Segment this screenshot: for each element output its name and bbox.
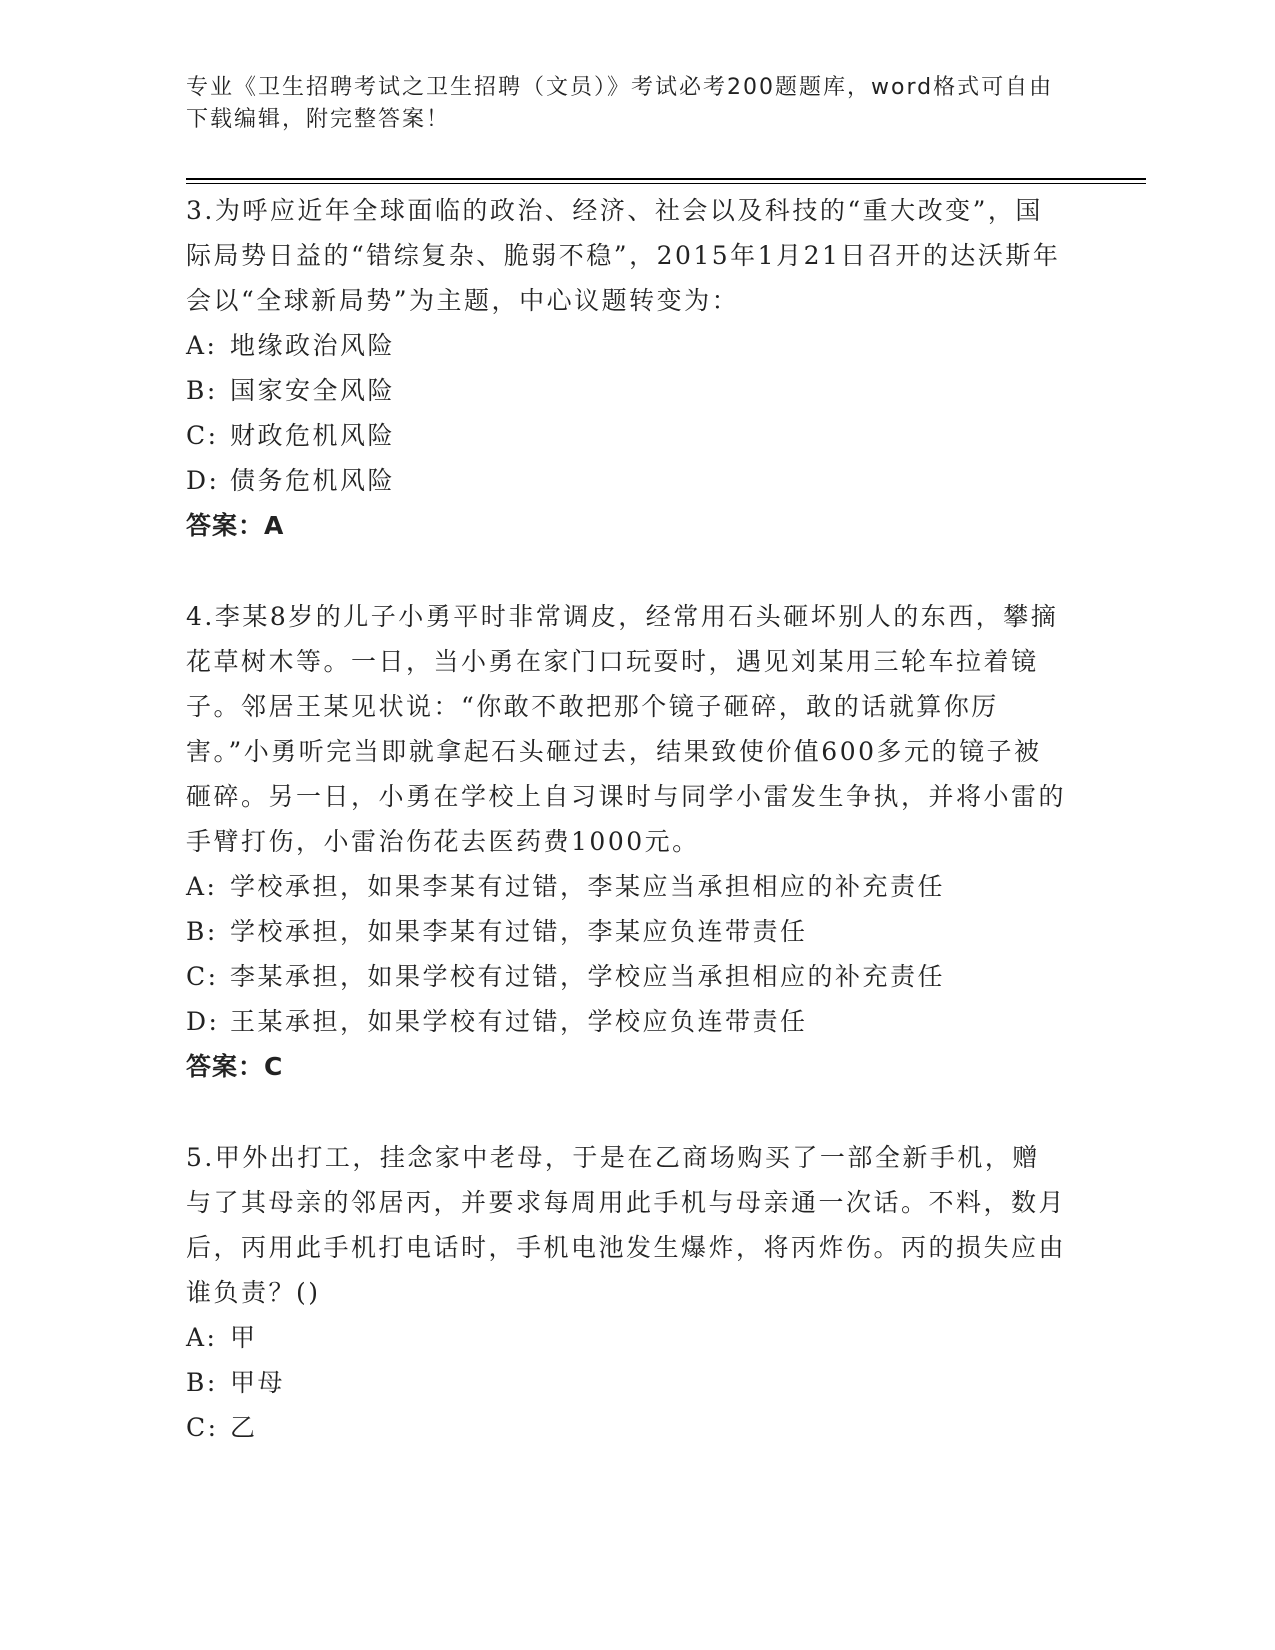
option-list [186, 1315, 1066, 1450]
option-text: 李某承担，如果学校有过错，学校应当承担相应的补充责任 [230, 962, 946, 991]
option-text: 王某承担，如果学校有过错，学校应负连带责任 [230, 1007, 808, 1036]
question-text: 5.甲外出打工，挂念家中老母，于是在乙商场购买了一部全新手机，赠与了其母亲的邻居丙，并要求每周用此手机与母亲通一次话。不料，数月后，丙用此手机打电话时，手机电池发生爆炸，将丙炸伤。丙的损失应由谁负责？() [186, 1143, 1067, 1307]
option-a [186, 1315, 1066, 1360]
option-label: B: [186, 376, 218, 405]
option-c [186, 954, 1066, 999]
option-text: 甲 [230, 1323, 258, 1352]
question-4 [186, 594, 1066, 1089]
option-label: B: [186, 1368, 218, 1397]
option-label: B: [186, 917, 218, 946]
option-text: 学校承担，如果李某有过错，李某应负连带责任 [230, 917, 808, 946]
option-b [186, 368, 1066, 413]
answer-line: 答案：C [186, 1052, 284, 1081]
header-divider-thick [186, 178, 1146, 180]
question-3 [186, 188, 1066, 548]
option-text: 学校承担，如果李某有过错，李某应当承担相应的补充责任 [230, 872, 946, 901]
option-label: D: [186, 466, 220, 495]
header-divider-thin [186, 183, 1146, 184]
option-label: C: [186, 421, 219, 450]
option-label: A: [186, 872, 218, 901]
answer-line: 答案：A [186, 511, 285, 540]
option-label: C: [186, 962, 219, 991]
option-a [186, 323, 1066, 368]
option-label: C: [186, 1413, 219, 1442]
option-text: 地缘政治风险 [230, 331, 396, 360]
option-text: 甲母 [230, 1368, 286, 1397]
option-text: 债务危机风险 [230, 466, 396, 495]
option-text: 财政危机风险 [230, 421, 396, 450]
question-5 [186, 1135, 1066, 1450]
question-text: 4.李某8岁的儿子小勇平时非常调皮，经常用石头砸坏别人的东西，攀摘花草树木等。一日，当小勇在家门口玩耍时，遇见刘某用三轮车拉着镜子。邻居王某见状说：“你敢不敢把那个镜子砸碎，敢的话就算你厉害。”小勇听完当即就拿起石头砸过去，结果致使价值600多元的镜子被砸碎。另一日，小勇在学校上自习课时与同学小雷发生争执，并将小雷的手臂打伤，小雷治伤花去医药费1000元。 [186, 602, 1067, 856]
option-list [186, 864, 1066, 1044]
option-c [186, 1405, 1066, 1450]
option-list [186, 323, 1066, 503]
option-text: 国家安全风险 [230, 376, 396, 405]
option-text: 乙 [230, 1413, 258, 1442]
question-text: 3.为呼应近年全球面临的政治、经济、社会以及科技的“重大改变”，国际局势日益的“错综复杂、脆弱不稳”，2015年1月21日召开的达沃斯年会以“全球新局势”为主题，中心议题转变为： [186, 196, 1061, 315]
option-d [186, 999, 1066, 1044]
option-b [186, 1360, 1066, 1405]
option-d [186, 458, 1066, 503]
option-label: A: [186, 1323, 218, 1352]
option-c [186, 413, 1066, 458]
option-label: A: [186, 331, 218, 360]
option-b [186, 909, 1066, 954]
option-a [186, 864, 1066, 909]
document-header: 专业《卫生招聘考试之卫生招聘（文员）》考试必考200题题库，word格式可自由下载编辑，附完整答案！ [186, 75, 1054, 132]
option-label: D: [186, 1007, 220, 1036]
